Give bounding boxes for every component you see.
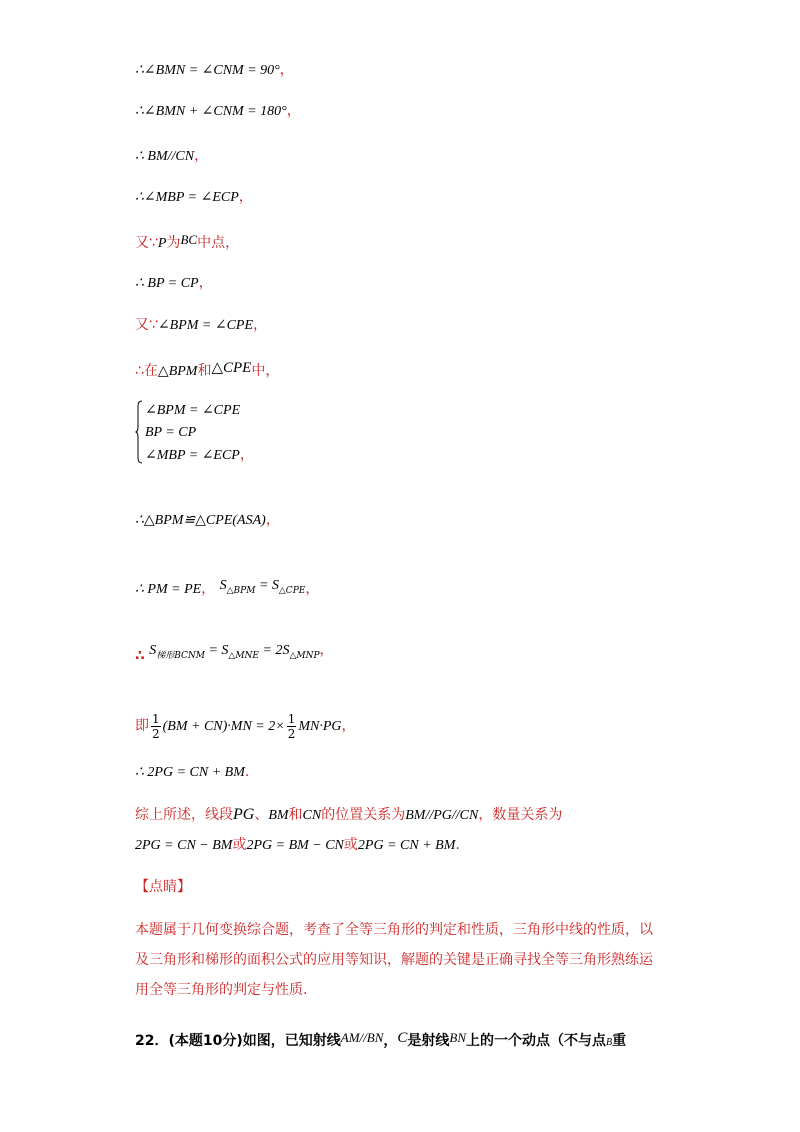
question-text: 重 [612, 1033, 627, 1049]
therefore-symbol: ∴ [135, 648, 145, 664]
question-text: 上的一个动点（不与点 [466, 1033, 607, 1049]
proof-line-10 [135, 575, 319, 601]
subscript: △CPE [278, 585, 306, 596]
punctuation: ， [253, 317, 268, 333]
text: 或 [232, 837, 247, 853]
comment-heading: 【点睛】 [135, 879, 191, 895]
text: ∴在 [135, 363, 158, 379]
equation: ∴∠BMN + ∠CNM = 180° [135, 104, 287, 119]
text: 或 [343, 837, 358, 853]
proof-line-12 [135, 706, 356, 747]
question-22 [135, 1028, 626, 1053]
proof-line-2 [135, 101, 301, 122]
subscript: △MNE [228, 650, 260, 661]
punctuation: ， [286, 103, 301, 119]
ray-label: BN [449, 1030, 467, 1045]
segment-label: BM [268, 808, 289, 823]
text: 和 [288, 807, 303, 823]
text: 又∵ [135, 317, 158, 333]
proof-line-13 [135, 762, 249, 783]
area-symbol: = S [204, 643, 229, 658]
equation: ∴∠BMN = ∠CNM = 90° [135, 63, 280, 78]
triangle-label: △CPE [211, 360, 252, 376]
equation: ∴∠MBP = ∠ECP [135, 190, 239, 205]
proof-line-7 [135, 315, 267, 336]
point-label: P [157, 236, 167, 251]
text: 为 [166, 235, 181, 251]
subscript: △BPM [226, 585, 256, 596]
text: ， [383, 1033, 398, 1049]
denominator: 2 [152, 726, 160, 741]
text: 和 [197, 363, 212, 379]
punctuation: . [455, 837, 460, 853]
equation: ∴ BM//CN [135, 149, 195, 164]
text: 中点， [197, 235, 240, 251]
equation: BM//PG//CN [405, 808, 479, 823]
denominator: 2 [287, 726, 296, 741]
fraction [287, 712, 297, 741]
area-symbol: S [219, 578, 227, 593]
triangle-label: △BPM [157, 364, 198, 379]
summary-line-2 [135, 835, 460, 856]
punctuation: ， [238, 189, 253, 205]
text: 综上所述，线段 [135, 807, 233, 823]
punctuation: ， [201, 581, 216, 597]
text: 、 [254, 807, 269, 823]
numerator: 1 [152, 711, 160, 726]
equation: MN·PG [298, 719, 342, 734]
punctuation: ， [194, 148, 209, 164]
punctuation: ， [239, 447, 254, 463]
proof-line-6 [135, 273, 213, 294]
punctuation: ， [265, 512, 280, 528]
punctuation: . [244, 764, 250, 780]
area-symbol: = 2S [259, 643, 290, 658]
system-line-1: ∠BPM = ∠CPE [145, 403, 241, 418]
text: 中， [251, 363, 280, 379]
fraction [151, 712, 161, 741]
punctuation: ， [305, 581, 320, 597]
equation: 2PG = CN − BM [135, 838, 233, 853]
comment-body: 本题属于几何变换综合题，考查了全等三角形的判定和性质，三角形中线的性质，以及三角形和梯形的面积公式的应用等知识，解题的关键是正确寻找全等三角形熟练运用全等三角形的判定与性质. [135, 922, 653, 998]
equation: 2PG = CN + BM [357, 838, 456, 853]
point-label: B [606, 1037, 613, 1048]
proof-line-9 [135, 510, 280, 531]
proof-line-8 [135, 358, 279, 382]
text: 又∵ [135, 235, 158, 251]
subscript: 梯形BCNM [156, 650, 205, 661]
punctuation: ， [341, 718, 356, 734]
segment-label: PG [233, 806, 255, 823]
system-line-2: BP = CP [145, 425, 197, 440]
punctuation: ， [319, 642, 334, 658]
punctuation: ， [279, 62, 294, 78]
equation: ∴ 2PG = CN + BM [135, 765, 245, 780]
math-expression: AM//BN [340, 1030, 384, 1045]
question-text: 22．(本题10分)如图，已知射线 [135, 1033, 341, 1049]
question-text: 是射线 [407, 1033, 450, 1049]
equation: ∴△BPM≌△CPE(ASA) [135, 513, 266, 528]
summary-line-1 [135, 805, 562, 826]
punctuation: ， [198, 275, 213, 291]
text: 即 [135, 718, 149, 734]
equation: 2PG = BM − CN [246, 838, 344, 853]
segment-label: CN [302, 808, 322, 823]
numerator: 1 [287, 711, 296, 726]
proof-line-1 [135, 60, 294, 81]
area-symbol: S [149, 643, 157, 658]
proof-line-3 [135, 146, 208, 167]
text: ，数量关系为 [478, 807, 563, 823]
system-line-3: ∠MBP = ∠ECP [145, 448, 240, 463]
equation: ∴ BP = CP [135, 276, 199, 291]
equation: ∴ PM = PE [135, 582, 202, 597]
proof-line-11 [135, 640, 334, 666]
point-label: C [397, 1030, 408, 1046]
proof-line-4 [135, 187, 253, 208]
equation: (BM + CN)·MN = 2× [162, 719, 285, 734]
system-lines [145, 400, 254, 467]
area-symbol: = S [255, 578, 279, 593]
left-brace-icon [135, 400, 143, 464]
equation: ∠BPM = ∠CPE [157, 318, 254, 333]
subscript: △MNP [289, 650, 320, 661]
text: 的位置关系为 [321, 807, 406, 823]
proof-line-5 [135, 230, 239, 254]
segment-label: BC [180, 232, 198, 247]
